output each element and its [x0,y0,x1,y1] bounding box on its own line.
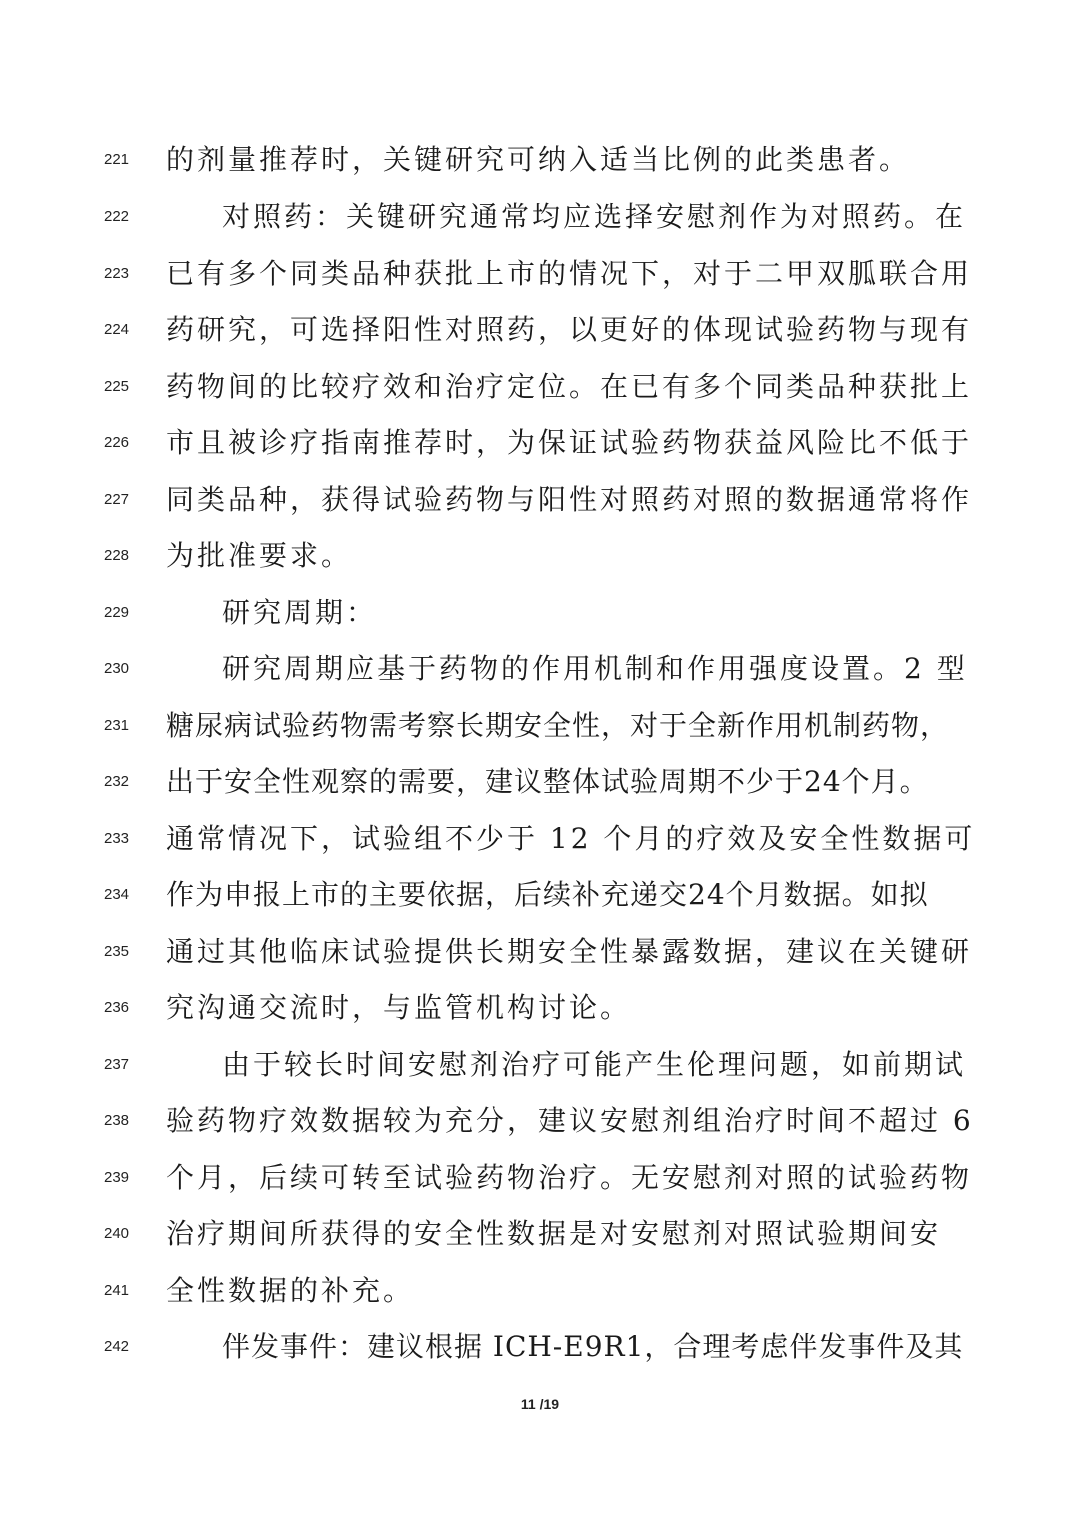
line-number: 223 [104,265,130,282]
text-line [0,1214,1080,1254]
line-number: 224 [104,321,130,338]
text-line [0,1101,1080,1141]
line-number: 240 [104,1225,130,1242]
line-text: 作为申报上市的主要依据，后续补充递交24个月数据。如拟 [166,878,929,911]
line-text: 究沟通交流时，与监管机构讨论。 [166,991,632,1024]
line-text: 治疗期间所获得的安全性数据是对安慰剂对照试验期间安 [166,1217,942,1250]
section-heading: 研究周期： [222,596,378,629]
line-number: 241 [104,1282,130,1299]
line-text: 药物间的比较疗效和治疗定位。在已有多个同类品种获批上 [166,370,973,403]
text-line [0,367,1080,407]
line-text: 由于较长时间安慰剂治疗可能产生伦理问题，如前期试 [222,1048,967,1081]
page-number: 11 /19 [520,1396,560,1412]
text-line [0,1327,1080,1367]
line-number: 229 [104,604,130,621]
text-line [0,819,1080,859]
text-line [0,706,1080,746]
text-line [0,310,1080,350]
line-text: 药研究，可选择阳性对照药，以更好的体现试验药物与现有 [166,313,973,346]
line-text: 伴发事件：建议根据 ICH-E9R1，合理考虑伴发事件及其 [222,1330,964,1363]
text-line [0,1271,1080,1311]
line-number: 231 [104,717,130,734]
line-text: 的剂量推荐时，关键研究可纳入适当比例的此类患者。 [166,143,911,176]
line-text: 个月，后续可转至试验药物治疗。无安慰剂对照的试验药物 [166,1161,973,1194]
line-number: 221 [104,151,130,168]
text-line [0,1045,1080,1085]
line-number: 238 [104,1112,130,1129]
line-text: 对照药：关键研究通常均应选择安慰剂作为对照药。在 [222,200,967,233]
line-number: 235 [104,943,130,960]
line-number: 233 [104,830,130,847]
text-line [0,875,1080,915]
line-text: 验药物疗效数据较为充分，建议安慰剂组治疗时间不超过 6 [166,1104,974,1137]
text-line [0,1158,1080,1198]
line-number: 242 [104,1338,130,1355]
text-line [0,480,1080,520]
line-text: 市且被诊疗指南推荐时，为保证试验药物获益风险比不低于 [166,426,973,459]
line-number: 234 [104,886,130,903]
text-line [0,197,1080,237]
text-line [0,423,1080,463]
line-number: 232 [104,773,130,790]
line-text: 研究周期应基于药物的作用机制和作用强度设置。2 型 [222,652,968,685]
text-line [0,649,1080,689]
line-number: 236 [104,999,130,1016]
text-line [0,932,1080,972]
line-number: 226 [104,434,130,451]
line-text: 同类品种，获得试验药物与阳性对照药对照的数据通常将作 [166,483,973,516]
line-text: 糖尿病试验药物需考察长期安全性，对于全新作用机制药物， [166,709,950,742]
line-number: 239 [104,1169,130,1186]
text-line [0,762,1080,802]
line-text: 通过其他临床试验提供长期安全性暴露数据，建议在关键研 [166,935,973,968]
text-line [0,988,1080,1028]
line-number: 228 [104,547,130,564]
line-number: 222 [104,208,130,225]
line-text: 已有多个同类品种获批上市的情况下，对于二甲双胍联合用 [166,257,973,290]
line-text: 出于安全性观察的需要，建议整体试验周期不少于24个月。 [166,765,929,798]
line-text: 全性数据的补充。 [166,1274,415,1307]
text-line [0,593,1080,633]
line-number: 237 [104,1056,130,1073]
line-number: 225 [104,378,130,395]
line-text: 为批准要求。 [166,539,353,572]
line-text: 通常情况下，试验组不少于 12 个月的疗效及安全性数据可 [166,822,976,855]
text-line [0,140,1080,180]
text-line [0,254,1080,294]
line-number: 230 [104,660,130,677]
line-number: 227 [104,491,130,508]
text-line [0,536,1080,576]
